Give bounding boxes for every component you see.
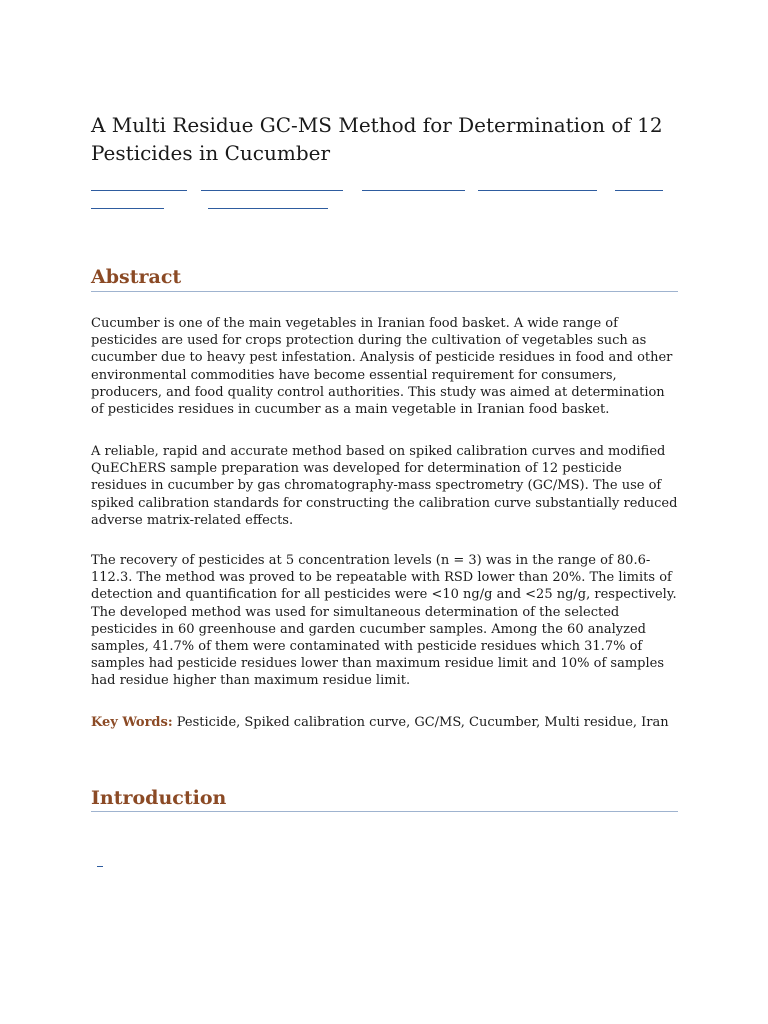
introduction-rule: [91, 811, 678, 812]
abstract-rule: [91, 291, 678, 292]
introduction-heading: Introduction: [91, 787, 227, 809]
abstract-paragraph: The recovery of pesticides at 5 concentration levels (n = 3) was in the range of 80.6-112.3. The method was proved to be repeatable with RSD lower than 20%. The limits of detection and quantification for all pesticides were <10 ng/g and <25 ng/g, respectively. The developed method was used for simultaneous determination of the selected pesticides in 60 greenhouse and garden cucumber samples. Among the 60 analyzed samples, 41.7% of them were contaminated with pesticide residues which 31.7% of samples had pesticide residues lower than maximum residue limit and 10% of samples had residue higher than maximum residue limit.: [91, 553, 677, 689]
author-link[interactable]: [91, 190, 187, 191]
keywords-label: Key Words:: [91, 715, 173, 730]
abstract-heading: Abstract: [91, 266, 182, 288]
author-link[interactable]: [478, 190, 597, 191]
keywords-list: Pesticide, Spiked calibration curve, GC/MS, Cucumber, Multi residue, Iran: [172, 715, 669, 730]
author-link[interactable]: [201, 190, 343, 191]
author-link[interactable]: [91, 208, 164, 209]
keywords: [91, 714, 681, 731]
author-link[interactable]: [362, 190, 465, 191]
footnote-link[interactable]: [97, 866, 103, 867]
author-link[interactable]: [615, 190, 663, 191]
author-link[interactable]: [208, 208, 328, 209]
paper-title: A Multi Residue GC-MS Method for Determination of 12 Pesticides in Cucumber: [91, 113, 663, 165]
abstract-paragraph: Cucumber is one of the main vegetables in Iranian food basket. A wide range of pesticides are used for crops protection during the cultivation of vegetables such as cucumber due to heavy pest infestation. Analysis of pesticide residues in food and other environmental commodities have become essential requirement for consumers, producers, and food quality control authorities. This study was aimed at determination of pesticides residues in cucumber as a main vegetable in Iranian food basket.: [91, 316, 673, 418]
abstract-paragraph: A reliable, rapid and accurate method based on spiked calibration curves and modified QuEChERS sample preparation was developed for determination of 12 pesticide residues in cucumber by gas chromatography-mass spectrometry (GC/MS). The use of spiked calibration standards for constructing the calibration curve substantially reduced adverse matrix-related effects.: [91, 444, 678, 528]
